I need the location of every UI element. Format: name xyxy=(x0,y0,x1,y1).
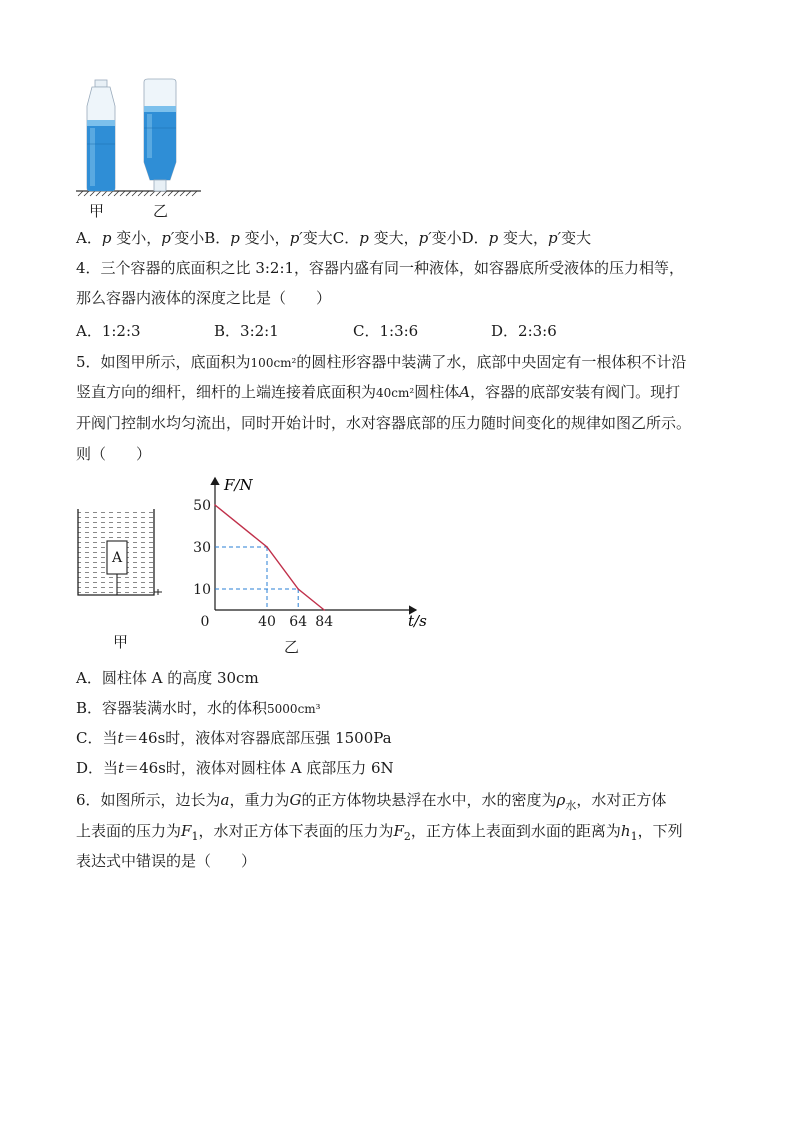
q3-option-c: C．p 变大，p′变小 xyxy=(332,229,462,247)
q5-stem-line4: 则（ ） xyxy=(76,445,152,463)
q6-stem-line2: 上表面的压力为$F_1$，水对正方体下表面的压力为$F_2$，正方体上表面到水面的距离为$h_1$，下列 xyxy=(76,822,683,843)
q5-option-c: C．当t＝46s时，液体对容器底部压强 1500Pa xyxy=(76,729,392,747)
series-line xyxy=(215,505,324,610)
q3-option-a: A．p 变小，p′变小 xyxy=(76,229,205,247)
chart-caption: 乙 xyxy=(284,638,300,656)
bottle-upright xyxy=(87,80,115,191)
x-tick-label: 64 xyxy=(289,614,308,630)
force-time-chart xyxy=(190,472,440,662)
q5-option-d: D．当t＝46s时，液体对圆柱体 A 底部压力 6N xyxy=(76,759,394,777)
x-axis-label: t/s xyxy=(408,612,427,630)
container-caption: 甲 xyxy=(113,633,129,651)
q5-option-a: A．圆柱体 A 的高度 30cm xyxy=(76,669,259,687)
q4-option-d: D．2:3:6 xyxy=(491,322,557,340)
bottle-label-yi: 乙 xyxy=(153,202,169,220)
bottles-figure xyxy=(76,76,206,221)
data-point xyxy=(214,504,216,506)
q5-stem-line3: 开阀门控制水均匀流出，同时开始计时，水对容器底部的压力随时间变化的规律如图乙所示。 xyxy=(76,414,692,432)
y-axis-label: F/N xyxy=(224,476,253,494)
y-tick-label: 10 xyxy=(193,582,211,598)
x-tick-label: 0 xyxy=(200,614,210,630)
y-tick-label: 30 xyxy=(193,540,211,556)
data-point xyxy=(297,588,299,590)
q4-option-c: C．1:3:6 xyxy=(353,322,419,340)
data-point xyxy=(266,546,268,548)
q4-stem-line1: 4．三个容器的底面积之比 3:2:1，容器内盛有同一种液体，如容器底所受液体的压力相等， xyxy=(76,259,685,277)
q3-option-b: B．p 变小，p′变大 xyxy=(204,229,333,247)
bottle-inverted xyxy=(144,79,176,191)
q6-stem-line3: 表达式中错误的是（ ） xyxy=(76,852,257,870)
q5-stem-line1: 5．如图甲所示，底面积为100cm²的圆柱形容器中装满了水，底部中央固定有一根体积不计沿 xyxy=(76,353,687,371)
q4-stem-line2: 那么容器内液体的深度之比是（ ） xyxy=(76,289,332,307)
q4-option-b: B．3:2:1 xyxy=(214,322,279,340)
bottle-label-jia: 甲 xyxy=(89,202,105,220)
y-tick-label: 50 xyxy=(193,498,211,514)
cylinder-a-label: A xyxy=(112,550,123,566)
chart-svg xyxy=(190,472,440,632)
x-tick-label: 84 xyxy=(315,614,334,630)
q4-option-a: A．1:2:3 xyxy=(76,322,141,340)
q5-stem-line2: 竖直方向的细杆，细杆的上端连接着底面积为40cm²圆柱体A，容器的底部安装有阀门。现打 xyxy=(76,383,681,401)
x-tick-label: 40 xyxy=(258,614,276,630)
valve-icon xyxy=(154,589,162,595)
q5-option-b: B．容器装满水时，水的体积5000cm³ xyxy=(76,699,321,717)
q3-options-row xyxy=(76,228,591,248)
container-figure xyxy=(76,505,166,655)
data-point xyxy=(323,609,325,611)
q6-stem-line1: 6．如图所示，边长为a，重力为G的正方体物块悬浮在水中，水的密度为$\rho_水$，水对正方体 xyxy=(76,791,667,812)
ground-hatch xyxy=(76,191,201,196)
q3-option-d: D．p 变大，p′变大 xyxy=(461,229,592,247)
